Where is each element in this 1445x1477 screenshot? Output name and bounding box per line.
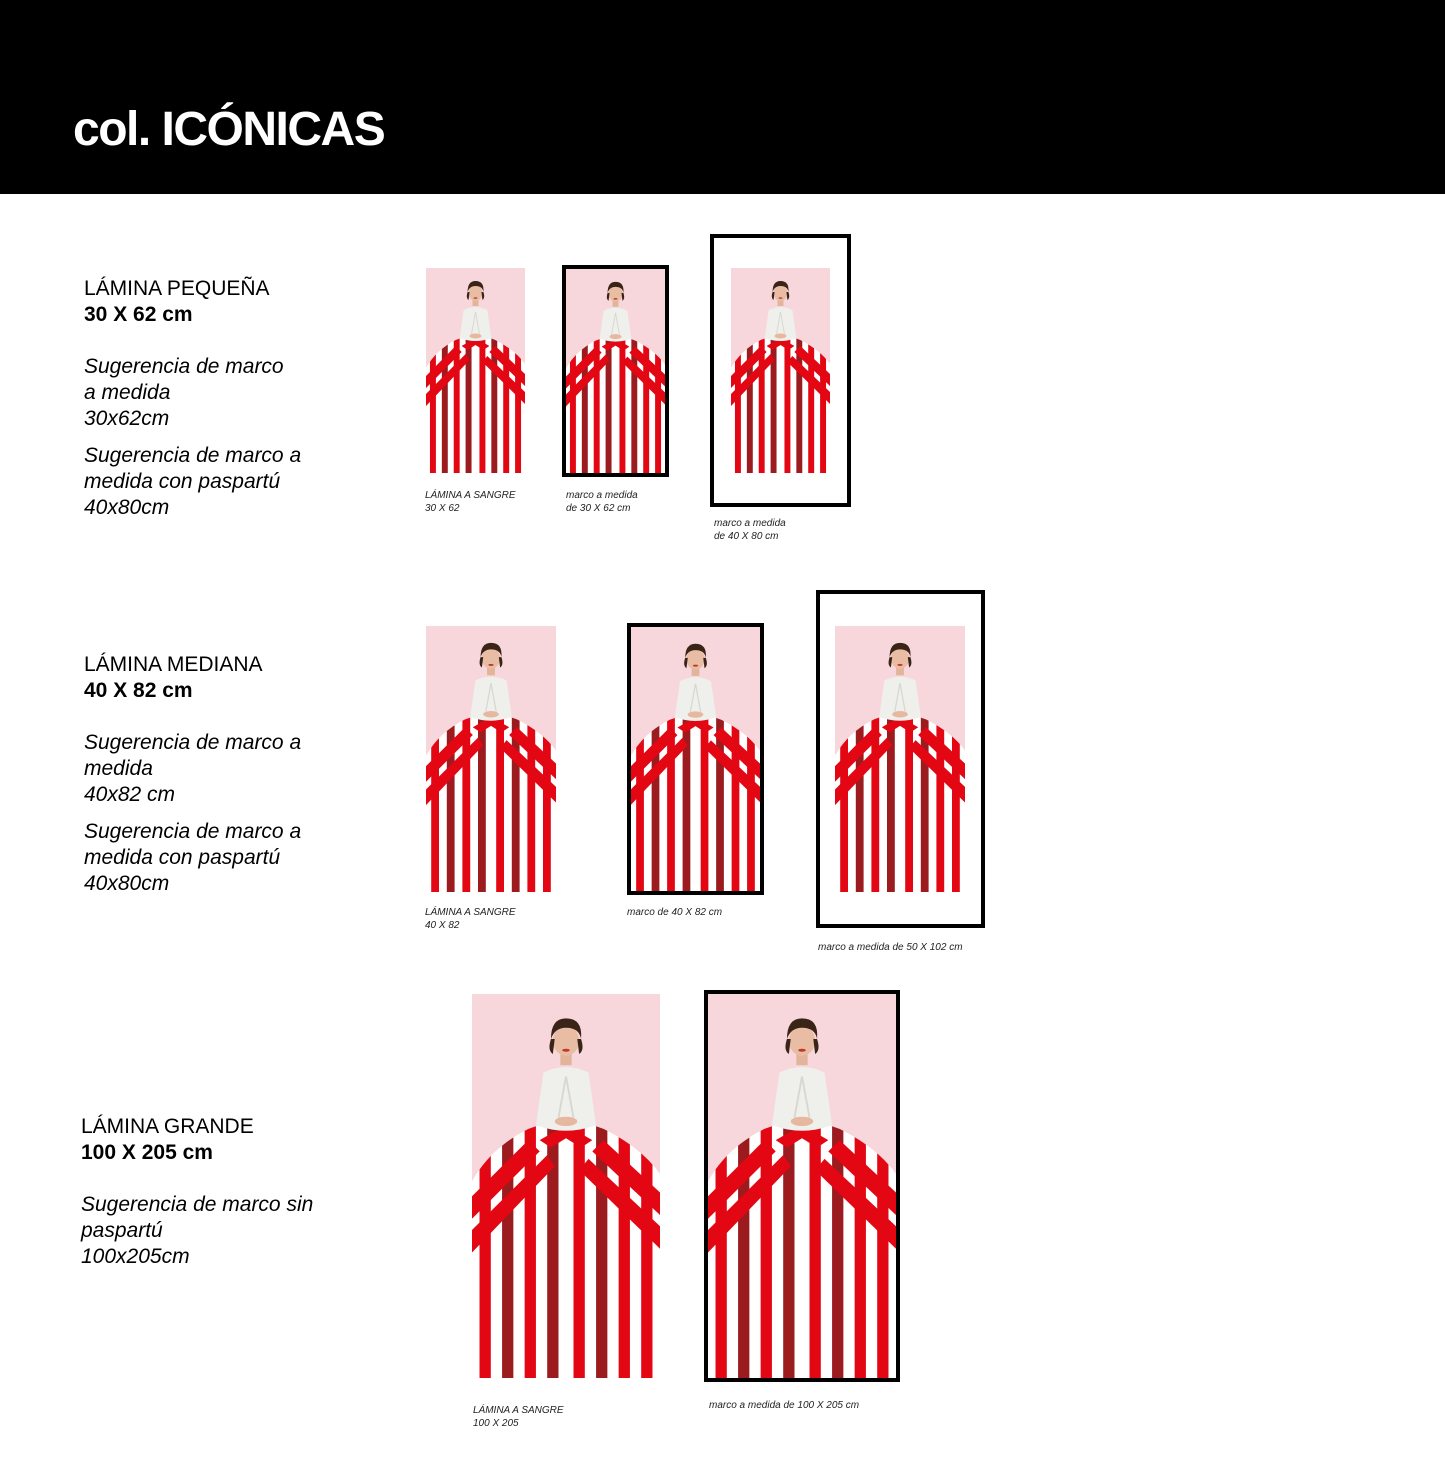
section-name: LÁMINA GRANDE [81,1115,254,1138]
section-name: LÁMINA PEQUEÑA [84,277,270,300]
artwork-print [835,626,965,892]
caption: LÁMINA A SANGRE 40 X 82 [425,907,516,931]
caption: marco a medida de 30 X 62 cm [566,490,638,514]
artwork-print [566,269,665,473]
suggestion-line: Sugerencia de marco [84,355,284,378]
suggestion-line: Sugerencia de marco a [84,820,302,843]
suggestion-line: a medida [84,381,171,404]
section-size: 30 X 62 cm [84,303,193,326]
suggestion-line: medida [84,757,153,780]
artwork-print [731,268,830,473]
section-medium-text [84,652,384,897]
suggestion-line: medida con paspartú [84,846,281,869]
suggestion-line: Sugerencia de marco a [84,731,302,754]
page-title: col. ICÓNICAS [73,103,385,156]
suggestion-line: 40x82 cm [84,783,176,806]
caption: marco de 40 X 82 cm [627,907,723,918]
suggestion-line: Sugerencia de marco sin [81,1193,314,1216]
suggestion-line: paspartú [81,1219,163,1242]
suggestion-line: 40x80cm [84,496,170,519]
caption: LÁMINA A SANGRE 30 X 62 [425,490,516,514]
section-small-text [84,276,384,521]
caption: marco a medida de 100 X 205 cm [709,1400,860,1411]
suggestion-line: Sugerencia de marco a [84,444,302,467]
caption: marco a medida de 40 X 80 cm [714,518,786,542]
artwork-print [472,994,660,1378]
header-bar [0,0,1445,194]
section-large-text [81,1114,381,1270]
caption: marco a medida de 50 X 102 cm [818,942,963,953]
artwork-print [708,994,896,1378]
suggestion-line: 30x62cm [84,407,170,430]
artwork-print [426,626,556,892]
suggestion-line: 40x80cm [84,872,170,895]
artwork-print [426,268,525,473]
suggestion-line: medida con paspartú [84,470,281,493]
artwork-print [631,627,760,891]
section-size: 40 X 82 cm [84,679,193,702]
section-size: 100 X 205 cm [81,1141,213,1164]
caption: LÁMINA A SANGRE 100 X 205 [473,1405,564,1429]
section-name: LÁMINA MEDIANA [84,653,263,676]
suggestion-line: 100x205cm [81,1245,190,1268]
